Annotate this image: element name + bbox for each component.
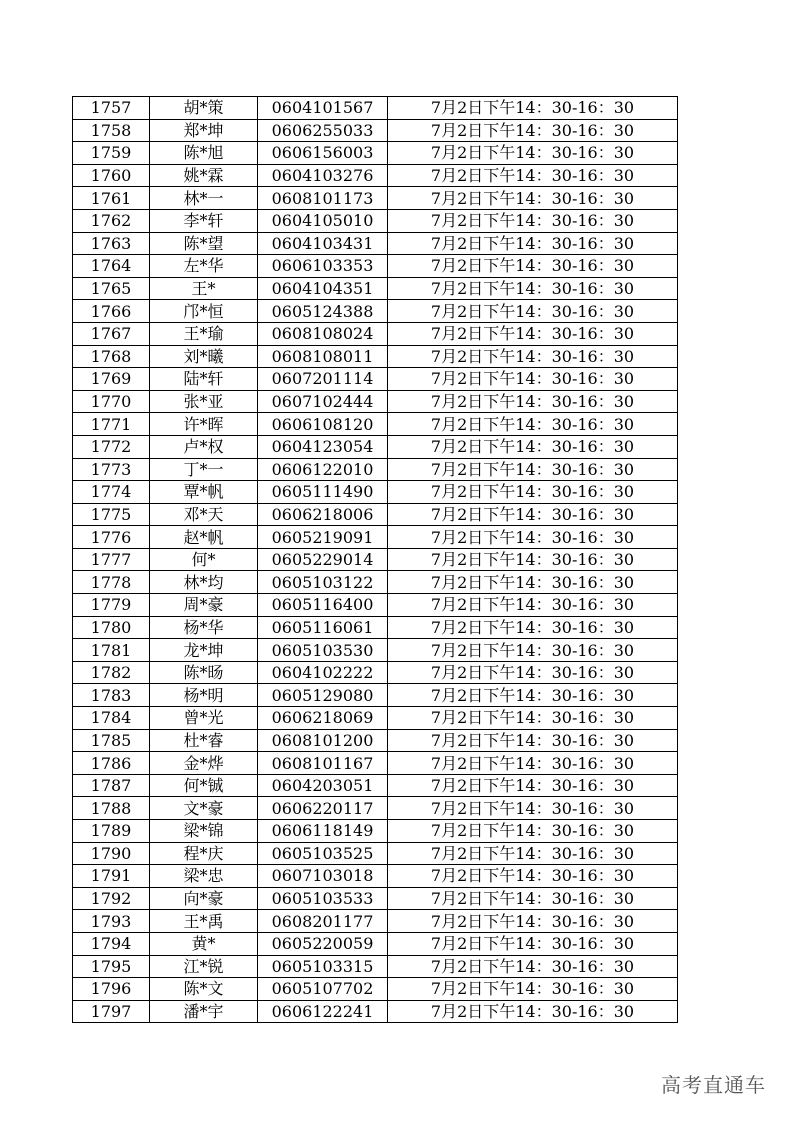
cell-seq: 1761 — [73, 187, 150, 210]
cell-seq: 1794 — [73, 932, 150, 955]
cell-seq: 1770 — [73, 390, 150, 413]
cell-name: 何* — [150, 548, 258, 571]
cell-name: 潘*宇 — [150, 1000, 258, 1023]
cell-exam-id: 0606122010 — [258, 458, 388, 481]
table-row — [73, 413, 678, 436]
cell-name: 赵*帆 — [150, 526, 258, 549]
cell-exam-time: 7月2日下午14：30-16：30 — [388, 345, 678, 368]
cell-name: 陈*旭 — [150, 142, 258, 165]
cell-exam-id: 0607201114 — [258, 368, 388, 391]
cell-seq: 1778 — [73, 571, 150, 594]
cell-seq: 1783 — [73, 684, 150, 707]
cell-exam-time: 7月2日下午14：30-16：30 — [388, 458, 678, 481]
cell-seq: 1782 — [73, 661, 150, 684]
cell-name: 陈*旸 — [150, 661, 258, 684]
watermark-text: 高考直通车 — [661, 1073, 766, 1097]
cell-name: 梁*锦 — [150, 820, 258, 843]
cell-exam-time: 7月2日下午14：30-16：30 — [388, 322, 678, 345]
table-row — [73, 209, 678, 232]
cell-exam-id: 0606218069 — [258, 707, 388, 730]
table-row — [73, 910, 678, 933]
cell-seq: 1760 — [73, 164, 150, 187]
cell-name: 陈*文 — [150, 978, 258, 1001]
cell-seq: 1792 — [73, 887, 150, 910]
table-row — [73, 1000, 678, 1023]
cell-name: 向*豪 — [150, 887, 258, 910]
table-row — [73, 955, 678, 978]
cell-exam-id: 0605219091 — [258, 526, 388, 549]
cell-seq: 1795 — [73, 955, 150, 978]
cell-name: 李*轩 — [150, 209, 258, 232]
cell-seq: 1785 — [73, 729, 150, 752]
table-row — [73, 300, 678, 323]
table-row — [73, 458, 678, 481]
cell-seq: 1796 — [73, 978, 150, 1001]
cell-exam-id: 0605103530 — [258, 639, 388, 662]
cell-name: 邝*恒 — [150, 300, 258, 323]
cell-exam-time: 7月2日下午14：30-16：30 — [388, 752, 678, 775]
cell-name: 龙*坤 — [150, 639, 258, 662]
table-row — [73, 390, 678, 413]
cell-seq: 1762 — [73, 209, 150, 232]
cell-exam-id: 0606122241 — [258, 1000, 388, 1023]
cell-exam-id: 0604101567 — [258, 97, 388, 120]
table-row — [73, 255, 678, 278]
cell-exam-time: 7月2日下午14：30-16：30 — [388, 187, 678, 210]
cell-exam-time: 7月2日下午14：30-16：30 — [388, 797, 678, 820]
cell-exam-time: 7月2日下午14：30-16：30 — [388, 300, 678, 323]
cell-name: 文*豪 — [150, 797, 258, 820]
table-row — [73, 187, 678, 210]
cell-exam-time: 7月2日下午14：30-16：30 — [388, 526, 678, 549]
cell-seq: 1775 — [73, 503, 150, 526]
cell-exam-time: 7月2日下午14：30-16：30 — [388, 707, 678, 730]
cell-exam-time: 7月2日下午14：30-16：30 — [388, 232, 678, 255]
cell-exam-time: 7月2日下午14：30-16：30 — [388, 277, 678, 300]
cell-exam-time: 7月2日下午14：30-16：30 — [388, 1000, 678, 1023]
cell-seq: 1764 — [73, 255, 150, 278]
cell-name: 许*晖 — [150, 413, 258, 436]
cell-exam-id: 0605103315 — [258, 955, 388, 978]
cell-exam-time: 7月2日下午14：30-16：30 — [388, 594, 678, 617]
cell-seq: 1780 — [73, 616, 150, 639]
cell-exam-time: 7月2日下午14：30-16：30 — [388, 548, 678, 571]
cell-name: 郑*坤 — [150, 119, 258, 142]
cell-exam-id: 0608108011 — [258, 345, 388, 368]
cell-seq: 1767 — [73, 322, 150, 345]
cell-name: 何*铖 — [150, 774, 258, 797]
table-row — [73, 820, 678, 843]
cell-seq: 1789 — [73, 820, 150, 843]
cell-exam-time: 7月2日下午14：30-16：30 — [388, 729, 678, 752]
roster-table — [72, 96, 678, 1023]
cell-exam-id: 0604103431 — [258, 232, 388, 255]
table-row — [73, 142, 678, 165]
cell-exam-time: 7月2日下午14：30-16：30 — [388, 97, 678, 120]
cell-exam-id: 0605103122 — [258, 571, 388, 594]
cell-exam-id: 0606255033 — [258, 119, 388, 142]
table-row — [73, 932, 678, 955]
cell-exam-time: 7月2日下午14：30-16：30 — [388, 661, 678, 684]
cell-exam-time: 7月2日下午14：30-16：30 — [388, 639, 678, 662]
table-row — [73, 842, 678, 865]
cell-exam-id: 0604123054 — [258, 435, 388, 458]
cell-seq: 1790 — [73, 842, 150, 865]
cell-seq: 1787 — [73, 774, 150, 797]
cell-name: 邓*天 — [150, 503, 258, 526]
roster-table-body — [73, 97, 678, 1023]
cell-exam-time: 7月2日下午14：30-16：30 — [388, 209, 678, 232]
cell-name: 陈*望 — [150, 232, 258, 255]
cell-name: 杜*睿 — [150, 729, 258, 752]
table-row — [73, 97, 678, 120]
cell-seq: 1776 — [73, 526, 150, 549]
table-row — [73, 729, 678, 752]
cell-name: 梁*忠 — [150, 865, 258, 888]
cell-seq: 1786 — [73, 752, 150, 775]
cell-name: 程*庆 — [150, 842, 258, 865]
table-row — [73, 594, 678, 617]
cell-name: 姚*霖 — [150, 164, 258, 187]
cell-name: 覃*帆 — [150, 481, 258, 504]
cell-name: 周*豪 — [150, 594, 258, 617]
cell-exam-time: 7月2日下午14：30-16：30 — [388, 142, 678, 165]
table-row — [73, 548, 678, 571]
cell-exam-id: 0608108024 — [258, 322, 388, 345]
table-row — [73, 526, 678, 549]
table-row — [73, 481, 678, 504]
cell-exam-id: 0606103353 — [258, 255, 388, 278]
cell-exam-time: 7月2日下午14：30-16：30 — [388, 119, 678, 142]
cell-exam-time: 7月2日下午14：30-16：30 — [388, 435, 678, 458]
cell-exam-id: 0607102444 — [258, 390, 388, 413]
cell-exam-time: 7月2日下午14：30-16：30 — [388, 390, 678, 413]
cell-name: 陆*轩 — [150, 368, 258, 391]
cell-seq: 1771 — [73, 413, 150, 436]
cell-exam-time: 7月2日下午14：30-16：30 — [388, 571, 678, 594]
cell-exam-id: 0608101173 — [258, 187, 388, 210]
cell-exam-time: 7月2日下午14：30-16：30 — [388, 955, 678, 978]
cell-name: 曾*光 — [150, 707, 258, 730]
cell-exam-time: 7月2日下午14：30-16：30 — [388, 481, 678, 504]
table-row — [73, 345, 678, 368]
cell-exam-id: 0605107702 — [258, 978, 388, 1001]
cell-exam-id: 0608101200 — [258, 729, 388, 752]
table-row — [73, 978, 678, 1001]
cell-exam-time: 7月2日下午14：30-16：30 — [388, 910, 678, 933]
cell-seq: 1774 — [73, 481, 150, 504]
cell-exam-id: 0604102222 — [258, 661, 388, 684]
cell-name: 王* — [150, 277, 258, 300]
cell-exam-time: 7月2日下午14：30-16：30 — [388, 842, 678, 865]
cell-seq: 1769 — [73, 368, 150, 391]
cell-name: 黄* — [150, 932, 258, 955]
cell-exam-time: 7月2日下午14：30-16：30 — [388, 164, 678, 187]
cell-exam-time: 7月2日下午14：30-16：30 — [388, 820, 678, 843]
cell-seq: 1773 — [73, 458, 150, 481]
table-row — [73, 119, 678, 142]
cell-name: 王*禹 — [150, 910, 258, 933]
cell-exam-id: 0604103276 — [258, 164, 388, 187]
cell-exam-id: 0607103018 — [258, 865, 388, 888]
cell-seq: 1759 — [73, 142, 150, 165]
cell-exam-time: 7月2日下午14：30-16：30 — [388, 865, 678, 888]
cell-exam-id: 0605116400 — [258, 594, 388, 617]
cell-exam-time: 7月2日下午14：30-16：30 — [388, 774, 678, 797]
cell-seq: 1758 — [73, 119, 150, 142]
table-row — [73, 503, 678, 526]
cell-seq: 1763 — [73, 232, 150, 255]
cell-seq: 1772 — [73, 435, 150, 458]
roster-sheet — [72, 96, 678, 1023]
cell-name: 张*亚 — [150, 390, 258, 413]
table-row — [73, 435, 678, 458]
cell-exam-id: 0606156003 — [258, 142, 388, 165]
cell-exam-id: 0605116061 — [258, 616, 388, 639]
cell-name: 王*瑜 — [150, 322, 258, 345]
cell-exam-id: 0605103525 — [258, 842, 388, 865]
cell-exam-id: 0604203051 — [258, 774, 388, 797]
cell-exam-time: 7月2日下午14：30-16：30 — [388, 616, 678, 639]
cell-exam-time: 7月2日下午14：30-16：30 — [388, 368, 678, 391]
cell-seq: 1797 — [73, 1000, 150, 1023]
cell-seq: 1777 — [73, 548, 150, 571]
cell-name: 江*锐 — [150, 955, 258, 978]
cell-exam-id: 0605111490 — [258, 481, 388, 504]
cell-seq: 1781 — [73, 639, 150, 662]
cell-name: 金*烨 — [150, 752, 258, 775]
cell-seq: 1757 — [73, 97, 150, 120]
table-row — [73, 684, 678, 707]
table-row — [73, 368, 678, 391]
table-row — [73, 616, 678, 639]
table-row — [73, 232, 678, 255]
table-row — [73, 887, 678, 910]
table-row — [73, 865, 678, 888]
table-row — [73, 322, 678, 345]
cell-exam-id: 0606118149 — [258, 820, 388, 843]
table-row — [73, 774, 678, 797]
cell-name: 左*华 — [150, 255, 258, 278]
cell-exam-id: 0605129080 — [258, 684, 388, 707]
table-row — [73, 752, 678, 775]
table-row — [73, 164, 678, 187]
cell-exam-time: 7月2日下午14：30-16：30 — [388, 503, 678, 526]
cell-exam-id: 0608101167 — [258, 752, 388, 775]
table-row — [73, 277, 678, 300]
cell-seq: 1768 — [73, 345, 150, 368]
cell-exam-id: 0606218006 — [258, 503, 388, 526]
cell-exam-id: 0605103533 — [258, 887, 388, 910]
cell-exam-id: 0605220059 — [258, 932, 388, 955]
cell-name: 胡*策 — [150, 97, 258, 120]
cell-exam-id: 0606108120 — [258, 413, 388, 436]
cell-name: 刘*曦 — [150, 345, 258, 368]
cell-name: 卢*权 — [150, 435, 258, 458]
cell-exam-time: 7月2日下午14：30-16：30 — [388, 978, 678, 1001]
cell-seq: 1765 — [73, 277, 150, 300]
table-row — [73, 639, 678, 662]
cell-seq: 1788 — [73, 797, 150, 820]
cell-exam-id: 0608201177 — [258, 910, 388, 933]
cell-exam-time: 7月2日下午14：30-16：30 — [388, 932, 678, 955]
cell-name: 林*一 — [150, 187, 258, 210]
cell-name: 林*均 — [150, 571, 258, 594]
cell-exam-id: 0606220117 — [258, 797, 388, 820]
cell-exam-time: 7月2日下午14：30-16：30 — [388, 684, 678, 707]
cell-exam-id: 0605229014 — [258, 548, 388, 571]
cell-seq: 1766 — [73, 300, 150, 323]
cell-seq: 1779 — [73, 594, 150, 617]
cell-seq: 1793 — [73, 910, 150, 933]
table-row — [73, 661, 678, 684]
table-row — [73, 571, 678, 594]
cell-exam-time: 7月2日下午14：30-16：30 — [388, 887, 678, 910]
cell-seq: 1791 — [73, 865, 150, 888]
cell-exam-id: 0605124388 — [258, 300, 388, 323]
table-row — [73, 707, 678, 730]
cell-name: 杨*华 — [150, 616, 258, 639]
cell-exam-id: 0604105010 — [258, 209, 388, 232]
cell-name: 杨*明 — [150, 684, 258, 707]
cell-exam-time: 7月2日下午14：30-16：30 — [388, 413, 678, 436]
cell-exam-id: 0604104351 — [258, 277, 388, 300]
cell-exam-time: 7月2日下午14：30-16：30 — [388, 255, 678, 278]
cell-seq: 1784 — [73, 707, 150, 730]
cell-name: 丁*一 — [150, 458, 258, 481]
table-row — [73, 797, 678, 820]
